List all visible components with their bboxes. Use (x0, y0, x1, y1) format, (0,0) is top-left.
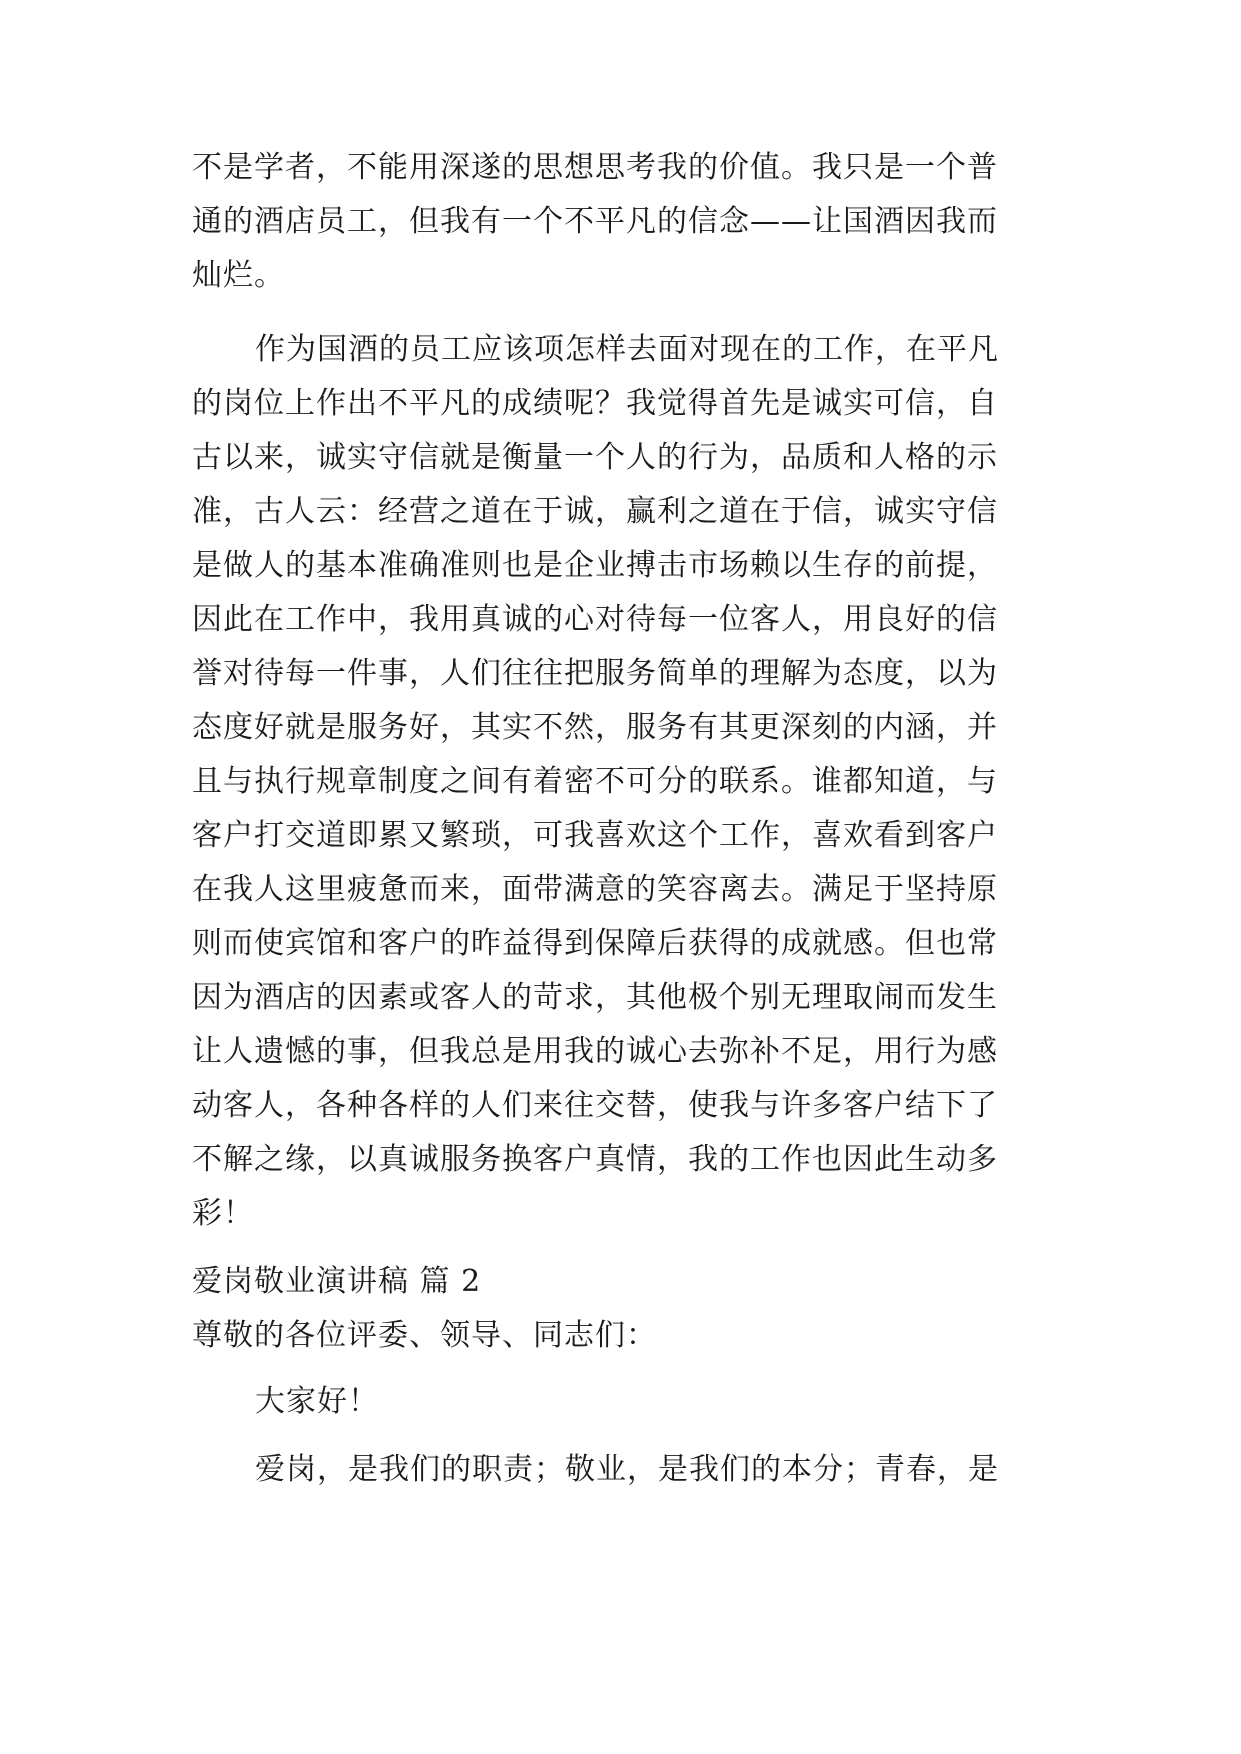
paragraph-line: 通的酒店员工，但我有一个不平凡的信念——让国酒因我而 (192, 204, 998, 239)
paragraph-line: 动客人，各种各样的人们来往交替，使我与许多客户结下了 (192, 1088, 998, 1123)
paragraph-line: 灿烂。 (192, 258, 285, 293)
greeting: 大家好！ (255, 1384, 379, 1419)
paragraph-line: 不解之缘，以真诚服务换客户真情，我的工作也因此生动多 (192, 1142, 998, 1177)
paragraph-line: 且与执行规章制度之间有着密不可分的联系。谁都知道，与 (192, 764, 998, 799)
section-heading: 爱岗敬业演讲稿 篇 2 (192, 1264, 482, 1299)
paragraph-line: 准，古人云：经营之道在于诚，赢利之道在于信，诚实守信 (192, 494, 998, 529)
paragraph-line: 古以来，诚实守信就是衡量一个人的行为，品质和人格的示 (192, 440, 998, 475)
paragraph-line: 彩！ (192, 1196, 254, 1231)
paragraph-line: 则而使宾馆和客户的昨益得到保障后获得的成就感。但也常 (192, 926, 998, 961)
paragraph-line: 因此在工作中，我用真诚的心对待每一位客人，用良好的信 (192, 602, 998, 637)
paragraph-line: 客户打交道即累又繁琐，可我喜欢这个工作，喜欢看到客户 (192, 818, 998, 853)
paragraph-line: 不是学者，不能用深遂的思想思考我的价值。我只是一个普 (192, 150, 998, 185)
paragraph-line: 爱岗，是我们的职责；敬业，是我们的本分；青春，是 (255, 1452, 999, 1487)
paragraph-line: 因为酒店的因素或客人的苛求，其他极个别无理取闹而发生 (192, 980, 998, 1015)
paragraph-line: 的岗位上作出不平凡的成绩呢？我觉得首先是诚实可信，自 (192, 386, 998, 421)
paragraph-line: 在我人这里疲惫而来，面带满意的笑容离去。满足于坚持原 (192, 872, 998, 907)
salutation: 尊敬的各位评委、领导、同志们： (192, 1318, 657, 1353)
paragraph-line: 态度好就是服务好，其实不然，服务有其更深刻的内涵，并 (192, 710, 998, 745)
paragraph-line: 是做人的基本准确准则也是企业搏击市场赖以生存的前提， (192, 548, 998, 583)
paragraph-line: 让人遗憾的事，但我总是用我的诚心去弥补不足，用行为感 (192, 1034, 998, 1069)
paragraph-line: 作为国酒的员工应该项怎样去面对现在的工作，在平凡 (255, 332, 999, 367)
paragraph-line: 誉对待每一件事，人们往往把服务简单的理解为态度，以为 (192, 656, 998, 691)
